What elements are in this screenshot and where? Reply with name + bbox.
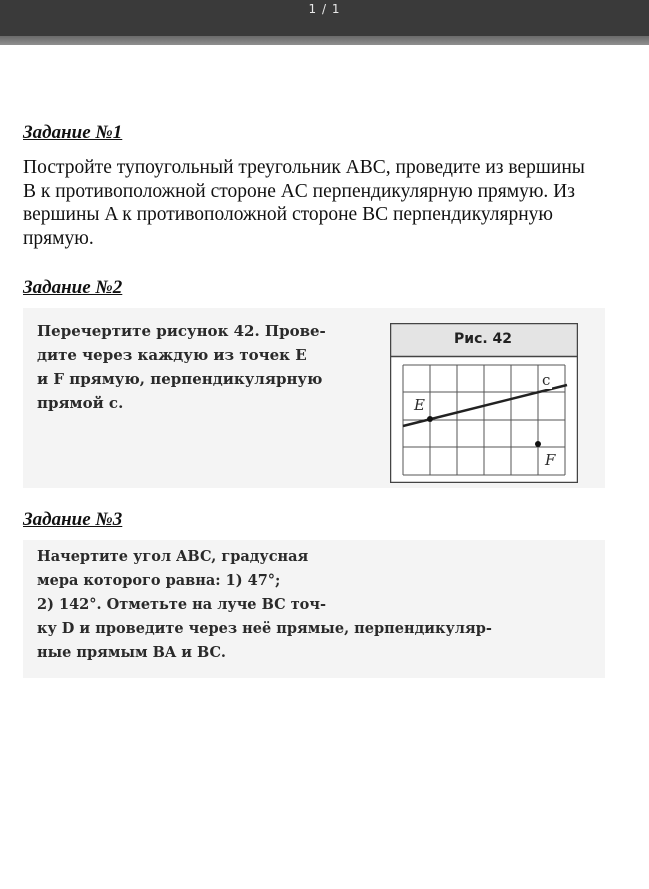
task2-line: прямой c. <box>37 394 124 412</box>
task3-line: ные прямым BA и BC. <box>37 644 226 661</box>
task1-line: прямую. <box>23 227 94 249</box>
task3-line: ку D и проведите через неё прямые, перпендикуляр- <box>37 620 492 637</box>
point-e-label: E <box>414 396 425 414</box>
task2-text <box>37 319 326 415</box>
line-c-label: c <box>542 371 551 389</box>
task1-line: вершины A к противоположной стороне BC перпендикулярную <box>23 204 553 225</box>
task1-line: Постройте тупоугольный треугольник ABC, проведите из вершины <box>23 157 585 178</box>
task3-line: 2) 142°. Отметьте на луче BC точ- <box>37 596 326 613</box>
viewer-toolbar <box>0 0 649 36</box>
toolbar-shadow <box>0 36 649 45</box>
task1-text <box>23 156 647 250</box>
point-e <box>427 416 433 422</box>
task2-heading: Задание №2 <box>23 277 123 298</box>
task2-line: Перечертите рисунок 42. Прове- <box>37 322 326 340</box>
point-f <box>535 441 541 447</box>
task3-text <box>37 545 492 665</box>
task2-line: дите через каждую из точек E <box>37 346 307 364</box>
task3-heading: Задание №3 <box>23 509 123 530</box>
task1-heading: Задание №1 <box>23 122 123 143</box>
task3-line: мера которого равна: 1) 47°; <box>37 572 281 589</box>
task3-line: Начертите угол ABC, градусная <box>37 548 309 565</box>
page-counter: 1 / 1 <box>308 2 341 16</box>
point-f-label: F <box>545 451 556 469</box>
figure-caption: Рис. 42 <box>454 331 513 347</box>
figure-42 <box>390 323 578 483</box>
task1-line: B к противоположной стороне AC перпендикулярную прямую. Из <box>23 180 575 202</box>
task2-line: и F прямую, перпендикулярную <box>37 370 323 388</box>
